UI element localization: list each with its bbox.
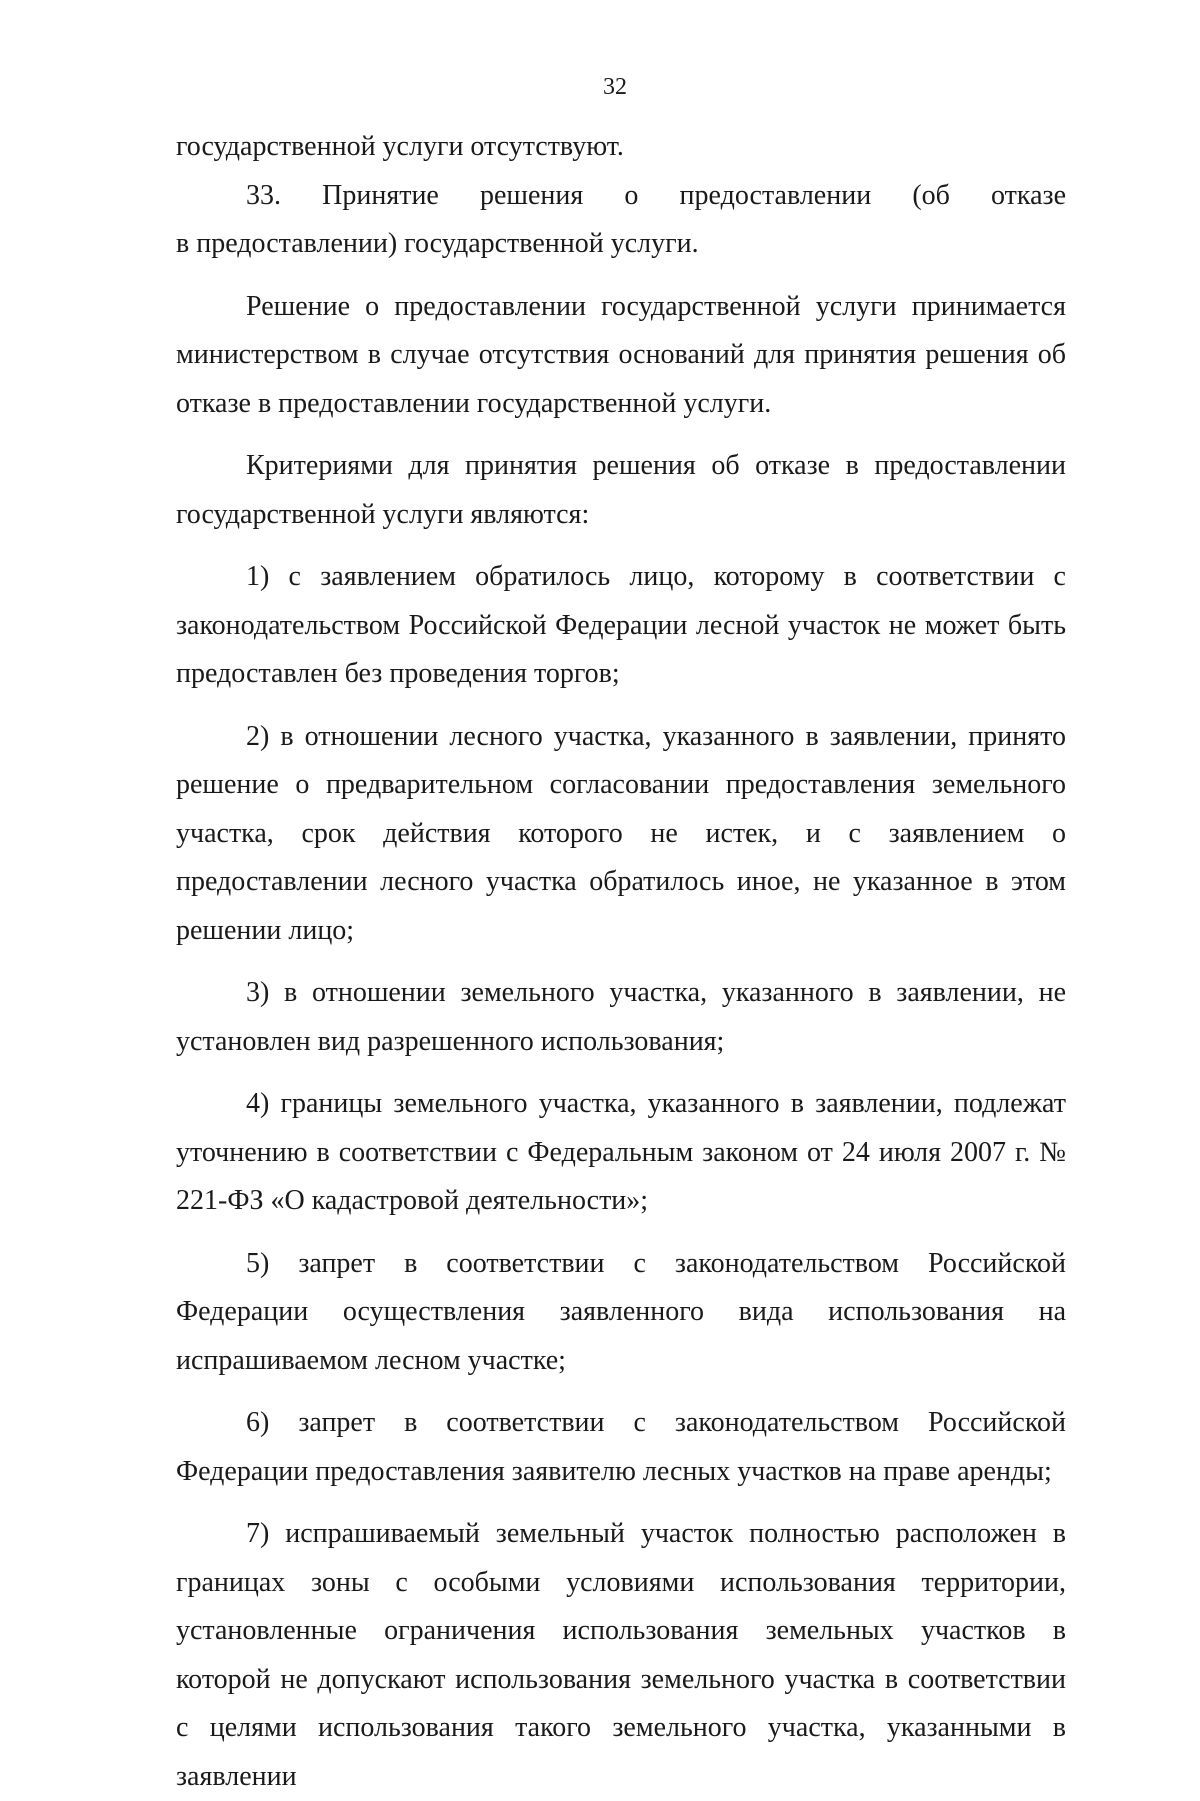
- section-33-word: Принятие: [322, 179, 439, 211]
- section-33-word: о: [624, 179, 639, 211]
- continuation-paragraph: государственной услуги отсутствуют.: [176, 131, 624, 162]
- section-33-word: предоставлении: [679, 179, 872, 211]
- criteria-intro-paragraph: Критериями для принятия решения об отказе в предоставлении государственной услуги являются:: [176, 450, 1066, 530]
- document-body: [176, 123, 1066, 1801]
- criteria-item: 1) с заявлением обратилось лицо, которому в соответствии с законодательством Российской Федерации лесной участок не может быть предоставлен без проведения торгов;: [176, 561, 1066, 689]
- section-33-word: (об: [912, 179, 950, 211]
- criteria-item: 5) запрет в соответствии с законодательством Российской Федерации осуществления заявленного вида использования на испрашиваемом лесном участке;: [176, 1247, 1066, 1376]
- section-33-word: отказе: [991, 179, 1066, 211]
- page-number: 32: [603, 74, 627, 100]
- section-33-word: 33.: [246, 179, 281, 211]
- criteria-item: 7) испрашиваемый земельный участок полностью расположен в границах зоны с особыми условиями использования территории, установленные ограничения использования земельных участков в которой не допускают использования земельного участка в соответствии с целями использования такого земельного участка, указанными в заявлении: [176, 1518, 1066, 1792]
- criteria-item: 3) в отношении земельного участка, указанного в заявлении, не установлен вид разрешенного использования;: [176, 977, 1066, 1057]
- decision-paragraph: Решение о предоставлении государственной услуги принимается министерством в случае отсутствия оснований для принятия решения об отказе в предоставлении государственной услуги.: [176, 290, 1066, 419]
- criteria-item: 4) границы земельного участка, указанного в заявлении, подлежат уточнению в соответствии с Федеральным законом от 24 июля 2007 г. № 221-ФЗ «О кадастровой деятельности»;: [176, 1088, 1066, 1216]
- section-33-continuation: в предоставлении) государственной услуги.: [176, 228, 699, 259]
- section-33-heading: [176, 172, 1066, 221]
- section-33-word: решения: [480, 179, 584, 211]
- criteria-item: 6) запрет в соответствии с законодательством Российской Федерации предоставления заявителю лесных участков на праве аренды;: [176, 1407, 1066, 1487]
- criteria-item: 2) в отношении лесного участка, указанного в заявлении, принято решение о предварительном согласовании предоставления земельного участка, срок действия которого не истек, и с заявлением о предоставлении лесного участка обратилось иное, не указанное в этом решении лицо;: [176, 720, 1066, 946]
